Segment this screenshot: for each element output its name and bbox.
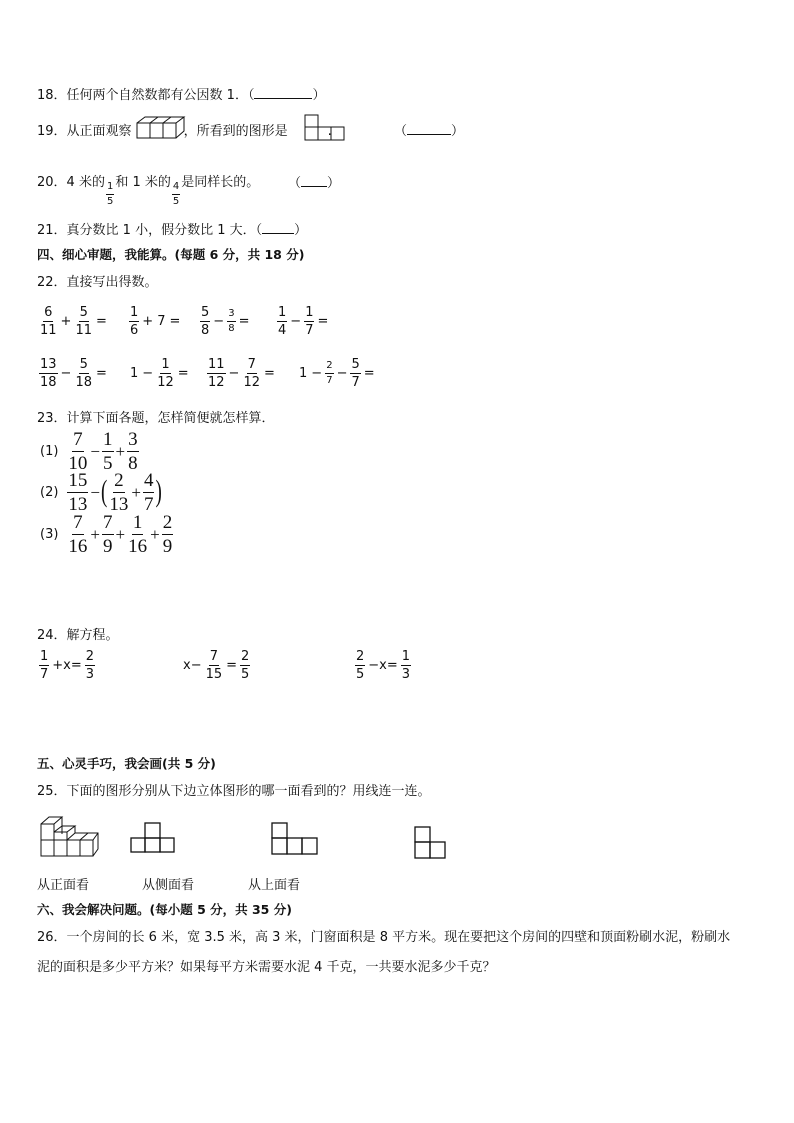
fraction: $\frac{2}{9}$ — [162, 512, 173, 557]
view-figure-3 — [414, 824, 448, 860]
equals-sign: = — [264, 366, 275, 381]
fraction: $\frac{15}{13}$ — [68, 470, 88, 515]
view-figure-1 — [130, 822, 176, 854]
solid-figure-3d — [136, 116, 188, 140]
expr-22-3 — [199, 306, 251, 337]
equals-sign: = — [363, 366, 375, 381]
fraction: $\frac{1}{7}$ — [40, 649, 49, 682]
question-text: 下面的图形分别从下边立体图形的哪一面看到的？用线连一连。 — [66, 784, 431, 799]
sub-label: (1) — [40, 444, 59, 459]
fraction: $\frac{1}{5}$ — [103, 429, 113, 474]
operator: + — [150, 524, 160, 544]
expr-22-1 — [38, 306, 109, 337]
question-text: 计算下面各题，怎样简便就怎样算． — [66, 411, 275, 426]
question-number: 20． — [37, 175, 67, 190]
fraction: $\frac{1}{12}$ — [157, 357, 174, 390]
equals-sign: = — [177, 366, 189, 381]
fraction: $\frac{5}{7}$ — [351, 357, 360, 390]
question-23 — [37, 407, 275, 426]
section-heading: 五、心灵手巧，我会画(共 5 分) — [37, 756, 216, 771]
question-text: ，所看到的图形是 — [183, 124, 288, 139]
front-view-figure — [304, 114, 346, 141]
fraction: $\frac{5}{11}$ — [75, 305, 92, 338]
fraction: $\frac{7}{10}$ — [68, 429, 88, 474]
answer-20 — [288, 172, 340, 191]
expr-23-2 — [40, 471, 162, 514]
sub-label: (2) — [40, 485, 59, 500]
question-21 — [37, 219, 307, 238]
answer-blank[interactable] — [407, 123, 451, 135]
equation-24-1 — [38, 650, 96, 681]
fraction: $\frac{7}{9}$ — [103, 512, 113, 557]
section-heading: 六、我会解决问题。(每小题 5 分，共 35 分) — [37, 902, 292, 917]
fraction: $\frac{13}{18}$ — [40, 357, 57, 390]
equals-sign: = — [169, 314, 181, 329]
fraction: $\frac{11}{12}$ — [208, 357, 225, 390]
fraction: $\frac{1}{6}$ — [130, 305, 139, 338]
question-number: 21． — [37, 223, 67, 238]
number: 1 — [130, 366, 139, 381]
question-number: 22． — [37, 275, 67, 290]
operator: −x= — [368, 658, 398, 673]
question-text: 解方程。 — [66, 628, 119, 643]
operator: + — [60, 314, 72, 329]
operator: − — [311, 366, 323, 381]
equals-sign: = — [96, 314, 107, 329]
answer-blank[interactable] — [254, 87, 312, 99]
section-heading: 四、细心审题，我能算。(每题 6 分，共 18 分) — [37, 247, 305, 262]
sub-label: (3) — [40, 527, 59, 542]
fraction: $\frac{3}{8}$ — [128, 429, 138, 474]
paren-close: ） — [327, 176, 341, 191]
question-text: 任何两个自然数都有公因数 1．（ — [66, 88, 255, 103]
question-26-line-1 — [37, 926, 730, 945]
operator: − — [90, 482, 101, 502]
paren-open: ( — [101, 474, 108, 509]
question-number: 18． — [37, 88, 67, 103]
fraction: $\frac{7}{16}$ — [68, 512, 88, 557]
paren-close: ) — [155, 474, 162, 509]
question-text: 4 米的 — [66, 175, 105, 190]
expr-22-7 — [206, 358, 277, 389]
question-text: 是同样长的。 — [181, 175, 260, 190]
question-18 — [37, 84, 325, 103]
fraction: $\frac{1}{5}$ — [106, 181, 114, 207]
fraction: $\frac{2}{5}$ — [241, 649, 250, 682]
paren-open: （ — [394, 124, 408, 139]
question-20 — [37, 171, 259, 207]
expr-22-4 — [276, 306, 330, 337]
expr-22-5 — [38, 358, 109, 389]
equals-sign: = — [238, 314, 250, 329]
question-26-line-2: 泥的面积是多少平方米？如果每平方米需要水泥 4 千克，一共要水泥多少千克？ — [37, 960, 496, 975]
view-figure-2 — [271, 822, 319, 856]
answer-blank[interactable] — [301, 175, 327, 187]
operator: +x= — [52, 658, 82, 673]
operator: − — [60, 366, 72, 381]
fraction: $\frac{7}{12}$ — [243, 357, 260, 390]
number: 7 — [157, 314, 166, 329]
question-text: 真分数比 1 小，假分数比 1 大．（ — [66, 223, 263, 238]
paren-close: ） — [294, 223, 308, 238]
operator: + — [142, 314, 154, 329]
operator: + — [115, 441, 126, 461]
expr-23-3 — [40, 513, 174, 556]
expr-22-6 — [128, 358, 191, 389]
operator: − — [290, 314, 302, 329]
question-text: 从正面观察 — [66, 124, 132, 139]
fraction: $\frac{1}{7}$ — [305, 305, 314, 338]
operator: − — [228, 366, 240, 381]
fraction: $\frac{7}{15}$ — [205, 649, 223, 682]
expr-22-8 — [297, 358, 377, 389]
question-text: . — [327, 124, 332, 139]
equals-sign: = — [96, 366, 107, 381]
fraction: $\frac{6}{11}$ — [40, 305, 57, 338]
fraction: $\frac{1}{3}$ — [401, 649, 411, 682]
fraction: $\frac{5}{18}$ — [75, 357, 92, 390]
view-label-front: 从正面看 — [37, 878, 90, 893]
question-text: 一个房间的长 6 米，宽 3.5 米，高 3 米，门窗面积是 8 平方米。现在要把这个房间的四壁和顶面粉刷水泥，粉刷水 — [66, 930, 731, 945]
view-label-top: 从上面看 — [248, 878, 301, 893]
fraction: $\frac{5}{8}$ — [201, 305, 210, 338]
equals-sign: = — [317, 314, 329, 329]
question-number: 23． — [37, 411, 67, 426]
answer-19 — [394, 120, 464, 139]
operator: − — [213, 314, 225, 329]
fraction: $\frac{4}{5}$ — [172, 181, 180, 207]
question-number: 24． — [37, 628, 67, 643]
question-25 — [37, 780, 431, 799]
fraction: $\frac{3}{8}$ — [228, 308, 235, 334]
question-text: 直接写出得数。 — [66, 275, 158, 290]
fraction: $\frac{2}{13}$ — [109, 470, 129, 515]
operator: − — [142, 366, 154, 381]
number: 1 — [299, 366, 308, 381]
equals-sign: = — [226, 658, 238, 673]
operator: + — [90, 524, 101, 544]
question-text: 和 1 米的 — [115, 175, 171, 190]
question-number: 26． — [37, 930, 67, 945]
paren-close: ） — [451, 124, 465, 139]
operator: + — [131, 482, 141, 502]
fraction: $\frac{2}{7}$ — [326, 360, 333, 386]
variable: x− — [183, 658, 202, 673]
paren-open: （ — [288, 176, 302, 191]
view-label-side: 从侧面看 — [142, 878, 195, 893]
answer-blank[interactable] — [262, 222, 294, 234]
operator: + — [115, 524, 126, 544]
question-22 — [37, 271, 158, 290]
fraction: $\frac{1}{16}$ — [128, 512, 148, 557]
solid-figure-3d-q25 — [40, 814, 100, 858]
paren-close: ） — [312, 88, 326, 103]
fraction: $\frac{4}{7}$ — [143, 470, 154, 515]
fraction: $\frac{2}{3}$ — [85, 649, 95, 682]
fraction: $\frac{2}{5}$ — [356, 649, 365, 682]
question-24 — [37, 624, 119, 643]
equation-24-3 — [354, 650, 412, 681]
equation-24-2 — [181, 650, 251, 681]
question-number: 19． — [37, 124, 67, 139]
operator: − — [90, 441, 101, 461]
question-number: 25． — [37, 784, 67, 799]
fraction: $\frac{1}{4}$ — [278, 305, 287, 338]
expr-23-1 — [40, 430, 140, 473]
operator: − — [336, 366, 348, 381]
expr-22-2 — [128, 306, 182, 337]
